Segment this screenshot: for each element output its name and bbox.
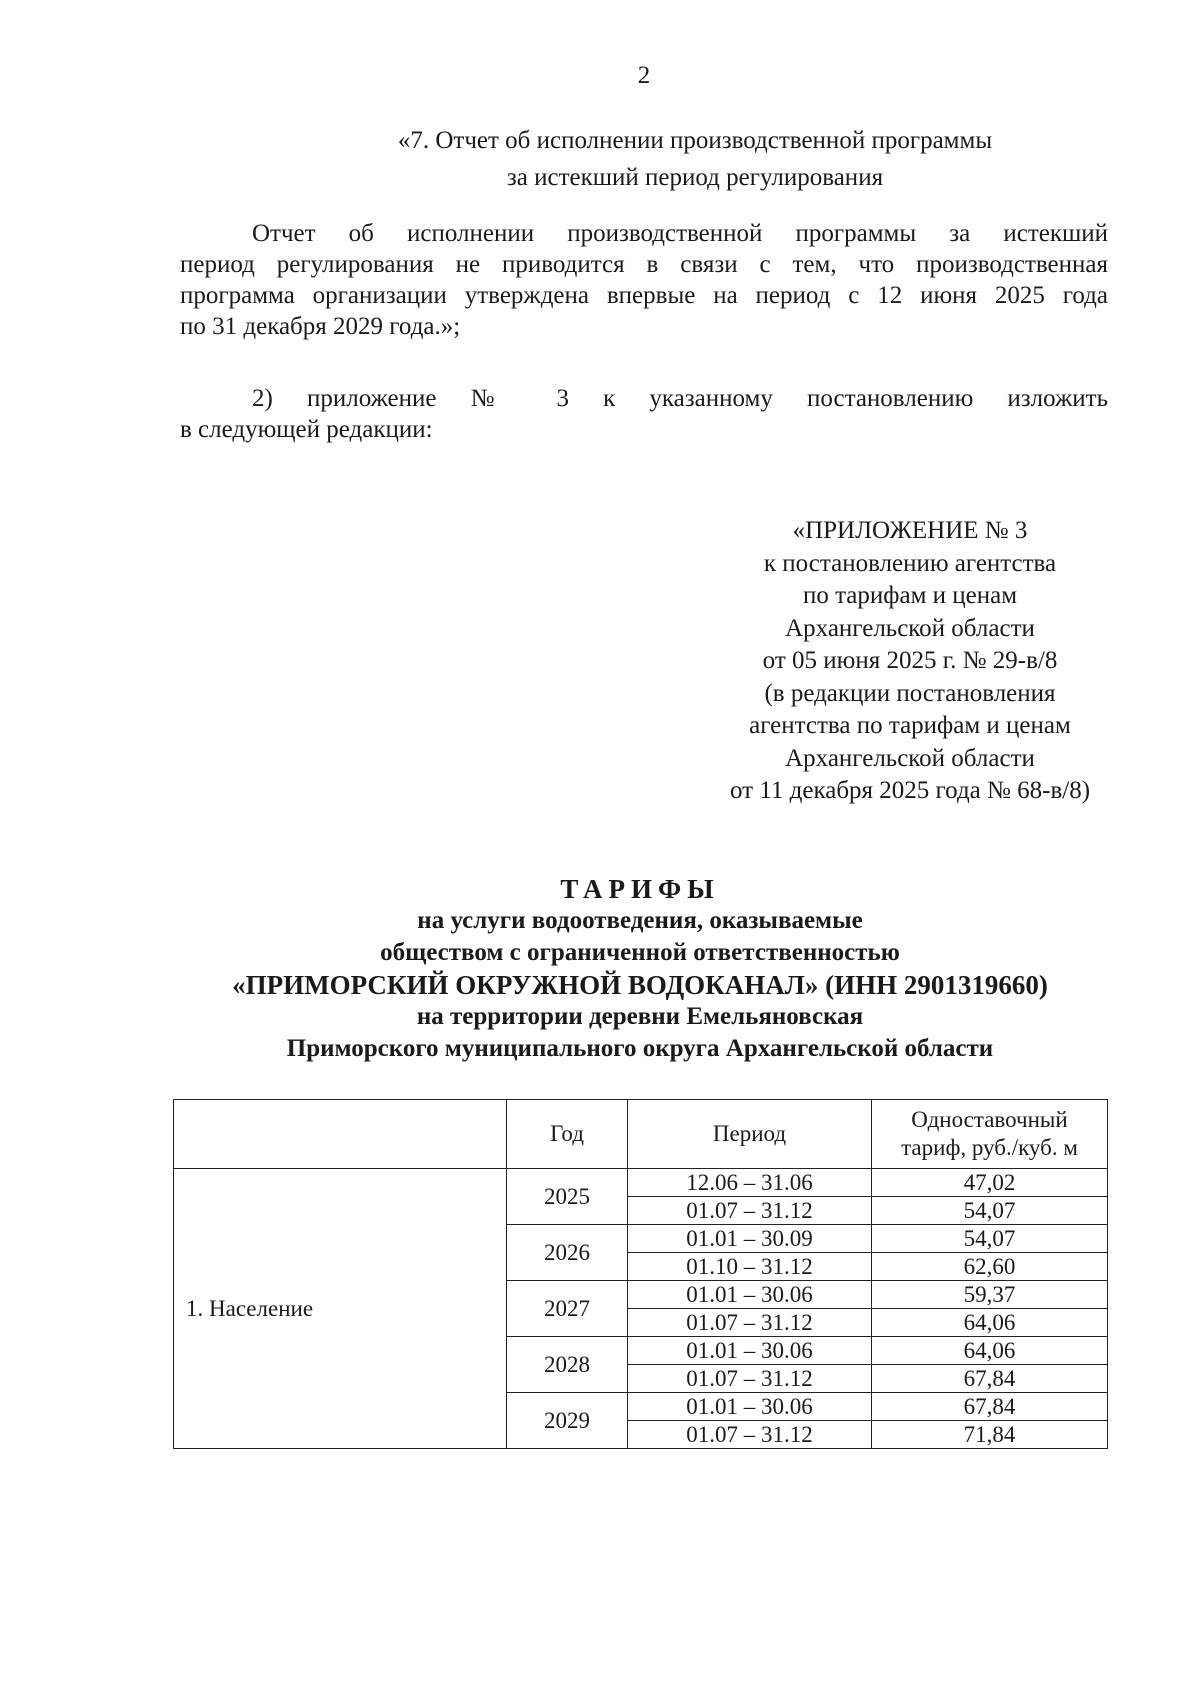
appendix-line: от 05 июня 2025 г. № 29-в/8 (762, 647, 1058, 674)
appendix-line: Архангельской области (785, 614, 1035, 642)
header-year: Год (507, 1100, 628, 1169)
tariff-heading: ТАРИФЫ (560, 874, 720, 904)
tariff-title-line: Приморского муниципального округа Архангельской области (286, 1035, 994, 1062)
year-cell: 2029 (507, 1393, 628, 1449)
header-tariff (872, 1100, 1108, 1169)
section-heading-line: «7. Отчет об исполнении производственной программы (397, 127, 993, 154)
tariff-title-line: на услуги водоотведения, оказываемые (417, 907, 863, 934)
paragraph-line: программа организации утверждена впервые на период с 12 июня 2025 года (180, 282, 1108, 309)
appendix-line: Архангельской области (785, 744, 1035, 772)
table-header-row (174, 1100, 1108, 1169)
header-tariff-line: тариф, руб./куб. м (901, 1135, 1078, 1160)
tariff-cell: 64,06 (872, 1309, 1108, 1337)
tariff-table (173, 1099, 1108, 1449)
period-cell: 01.01 – 30.09 (628, 1225, 872, 1253)
tariff-cell: 54,07 (872, 1197, 1108, 1225)
tariff-cell: 71,84 (872, 1421, 1108, 1449)
paragraph-line: 2) приложение № 3 к указанному постановлению изложить (252, 385, 1108, 412)
report-paragraph (180, 218, 1108, 342)
appendix-line: (в редакции постановления (764, 679, 1056, 707)
table-row (174, 1169, 1108, 1197)
year-cell: 2025 (507, 1169, 628, 1225)
appendix-line: агентства по тарифам и ценам (749, 712, 1071, 739)
period-cell: 01.01 – 30.06 (628, 1393, 872, 1421)
paragraph-line: Отчет об исполнении производственной программы за истекший (252, 220, 1108, 247)
tariff-title (160, 873, 1120, 1065)
tariff-title-line: обществом с ограниченной ответственностью (380, 939, 900, 966)
paragraph-line: в следующей редакции: (180, 416, 433, 443)
tariff-cell: 67,84 (872, 1365, 1108, 1393)
tariff-cell: 47,02 (872, 1169, 1108, 1197)
appendix-stamp-block (660, 515, 1160, 808)
period-cell: 12.06 – 31.06 (628, 1169, 872, 1197)
year-cell: 2027 (507, 1281, 628, 1337)
section-heading-line: за истекший период регулирования (506, 164, 884, 191)
appendix-line: к постановлению агентства (763, 549, 1057, 577)
tariff-cell: 67,84 (872, 1393, 1108, 1421)
appendix-line: по тарифам и ценам (802, 582, 1018, 609)
appendix-line: «ПРИЛОЖЕНИЕ № 3 (792, 517, 1028, 544)
period-cell: 01.10 – 31.12 (628, 1253, 872, 1281)
period-cell: 01.07 – 31.12 (628, 1421, 872, 1449)
year-cell: 2028 (507, 1337, 628, 1393)
tariff-cell: 54,07 (872, 1225, 1108, 1253)
header-tariff-line: Одноставочный (911, 1107, 1068, 1132)
section-heading (300, 122, 1090, 196)
period-cell: 01.01 – 30.06 (628, 1281, 872, 1309)
period-cell: 01.07 – 31.12 (628, 1309, 872, 1337)
header-period: Период (628, 1100, 872, 1169)
year-cell: 2026 (507, 1225, 628, 1281)
header-category (174, 1100, 507, 1169)
tariff-cell: 62,60 (872, 1253, 1108, 1281)
amendment-paragraph (180, 383, 1108, 445)
page-number: 2 (637, 62, 651, 89)
tariff-cell: 59,37 (872, 1281, 1108, 1309)
paragraph-line: период регулирования не приводится в связи с тем, что производственная (180, 251, 1108, 278)
period-cell: 01.07 – 31.12 (628, 1365, 872, 1393)
appendix-line: от 11 декабря 2025 года № 68-в/8) (729, 777, 1091, 804)
tariff-cell: 64,06 (872, 1337, 1108, 1365)
company-name: «ПРИМОРСКИЙ ОКРУЖНОЙ ВОДОКАНАЛ» (ИНН 2901319660) (232, 970, 1048, 1000)
category-cell: 1. Население (174, 1169, 507, 1449)
period-cell: 01.07 – 31.12 (628, 1197, 872, 1225)
tariff-title-line: на территории деревни Емельяновская (416, 1003, 864, 1030)
period-cell: 01.01 – 30.06 (628, 1337, 872, 1365)
paragraph-line: по 31 декабря 2029 года.»; (180, 313, 461, 340)
